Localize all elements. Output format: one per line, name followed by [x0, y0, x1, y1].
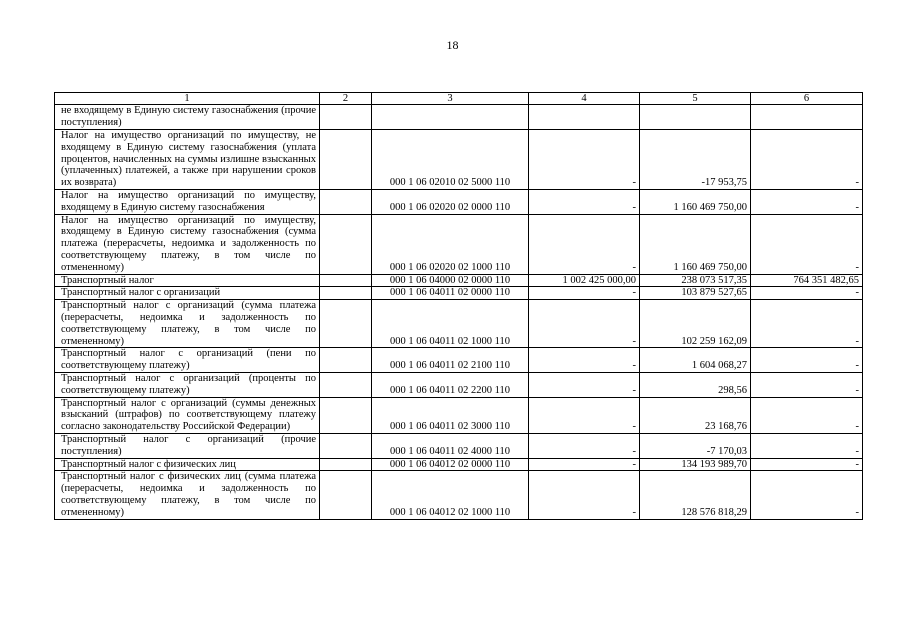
row-col2 — [320, 471, 372, 519]
table-row — [55, 274, 863, 287]
row-plan: - — [529, 372, 640, 397]
row-col2 — [320, 105, 372, 130]
row-plan — [529, 105, 640, 130]
row-col2 — [320, 274, 372, 287]
row-code: 000 1 06 04011 02 4000 110 — [372, 433, 529, 458]
row-name: Транспортный налог с организаций (прочие поступления) — [55, 433, 320, 458]
row-remainder: - — [751, 300, 863, 348]
table-row — [55, 471, 863, 519]
table-row — [55, 130, 863, 190]
row-plan: - — [529, 287, 640, 300]
row-name: Транспортный налог с физических лиц (сумма платежа (перерасчеты, недоимка и задолженность по соответствующему платежу, в том числе по отмененному) — [55, 471, 320, 519]
row-remainder: - — [751, 130, 863, 190]
row-actual: 238 073 517,35 — [640, 274, 751, 287]
row-remainder: - — [751, 214, 863, 274]
column-header: 1 — [55, 93, 320, 105]
row-name: Транспортный налог — [55, 274, 320, 287]
column-header: 5 — [640, 93, 751, 105]
row-code: 000 1 06 04000 02 0000 110 — [372, 274, 529, 287]
row-actual: 1 160 469 750,00 — [640, 214, 751, 274]
row-name: Налог на имущество организаций по имуществу, входящему в Единую систему газоснабжения — [55, 189, 320, 214]
budget-table — [54, 92, 863, 520]
row-remainder: - — [751, 348, 863, 373]
row-code: 000 1 06 02020 02 1000 110 — [372, 214, 529, 274]
table-row — [55, 287, 863, 300]
page-number: 18 — [446, 38, 459, 52]
table-row — [55, 397, 863, 433]
row-plan: 1 002 425 000,00 — [529, 274, 640, 287]
column-header: 3 — [372, 93, 529, 105]
row-plan: - — [529, 130, 640, 190]
table-row — [55, 214, 863, 274]
row-actual: 1 160 469 750,00 — [640, 189, 751, 214]
row-name: Налог на имущество организаций по имуществу, входящему в Единую систему газоснабжения (сумма платежа (перерасчеты, недоимка и задолженность по соответствующему платежу, в том числе по отмененному) — [55, 214, 320, 274]
row-remainder — [751, 105, 863, 130]
row-remainder: - — [751, 433, 863, 458]
row-plan: - — [529, 397, 640, 433]
column-header: 2 — [320, 93, 372, 105]
column-header: 6 — [751, 93, 863, 105]
row-col2 — [320, 189, 372, 214]
row-actual: -7 170,03 — [640, 433, 751, 458]
row-actual: 103 879 527,65 — [640, 287, 751, 300]
row-plan: - — [529, 458, 640, 471]
row-name: Налог на имущество организаций по имуществу, не входящему в Единую систему газоснабжения (уплата процентов, начисленных на суммы излишне взысканных (уплаченных) платежей, а также при нарушении сроков их возврата) — [55, 130, 320, 190]
row-actual: 128 576 818,29 — [640, 471, 751, 519]
row-code: 000 1 06 02010 02 5000 110 — [372, 130, 529, 190]
header-row — [55, 93, 863, 105]
row-col2 — [320, 397, 372, 433]
row-name: Транспортный налог с организаций (сумма платежа (перерасчеты, недоимка и задолженность по соответствующему платежу, в том числе по отмененному) — [55, 300, 320, 348]
table-row — [55, 300, 863, 348]
row-col2 — [320, 458, 372, 471]
row-code: 000 1 06 04012 02 1000 110 — [372, 471, 529, 519]
row-code: 000 1 06 04012 02 0000 110 — [372, 458, 529, 471]
row-actual: 134 193 989,70 — [640, 458, 751, 471]
table-row — [55, 458, 863, 471]
table-row — [55, 348, 863, 373]
row-name: Транспортный налог с организаций (пени по соответствующему платежу) — [55, 348, 320, 373]
row-col2 — [320, 130, 372, 190]
column-header: 4 — [529, 93, 640, 105]
row-plan: - — [529, 189, 640, 214]
row-code: 000 1 06 04011 02 1000 110 — [372, 300, 529, 348]
table-row — [55, 189, 863, 214]
row-remainder: - — [751, 372, 863, 397]
row-plan: - — [529, 433, 640, 458]
row-actual: -17 953,75 — [640, 130, 751, 190]
row-col2 — [320, 214, 372, 274]
table-row — [55, 105, 863, 130]
row-name: Транспортный налог с организаций (проценты по соответствующему платежу) — [55, 372, 320, 397]
row-actual — [640, 105, 751, 130]
row-code — [372, 105, 529, 130]
row-code: 000 1 06 04011 02 2200 110 — [372, 372, 529, 397]
row-plan: - — [529, 300, 640, 348]
row-actual: 102 259 162,09 — [640, 300, 751, 348]
row-remainder: - — [751, 471, 863, 519]
row-col2 — [320, 300, 372, 348]
row-name: Транспортный налог с организаций — [55, 287, 320, 300]
row-remainder: - — [751, 397, 863, 433]
row-col2 — [320, 348, 372, 373]
row-plan: - — [529, 348, 640, 373]
row-col2 — [320, 372, 372, 397]
row-remainder: - — [751, 458, 863, 471]
row-remainder: - — [751, 287, 863, 300]
row-code: 000 1 06 02020 02 0000 110 — [372, 189, 529, 214]
row-plan: - — [529, 471, 640, 519]
row-col2 — [320, 287, 372, 300]
table-row — [55, 372, 863, 397]
row-code: 000 1 06 04011 02 3000 110 — [372, 397, 529, 433]
row-code: 000 1 06 04011 02 0000 110 — [372, 287, 529, 300]
row-plan: - — [529, 214, 640, 274]
row-remainder: 764 351 482,65 — [751, 274, 863, 287]
row-name: Транспортный налог с организаций (суммы денежных взысканий (штрафов) по соответствующему платежу согласно законодательству Российской Федерации) — [55, 397, 320, 433]
row-remainder: - — [751, 189, 863, 214]
row-actual: 298,56 — [640, 372, 751, 397]
row-name: Транспортный налог с физических лиц — [55, 458, 320, 471]
table-row — [55, 433, 863, 458]
row-code: 000 1 06 04011 02 2100 110 — [372, 348, 529, 373]
row-name: не входящему в Единую систему газоснабжения (прочие поступления) — [55, 105, 320, 130]
row-col2 — [320, 433, 372, 458]
row-actual: 1 604 068,27 — [640, 348, 751, 373]
row-actual: 23 168,76 — [640, 397, 751, 433]
